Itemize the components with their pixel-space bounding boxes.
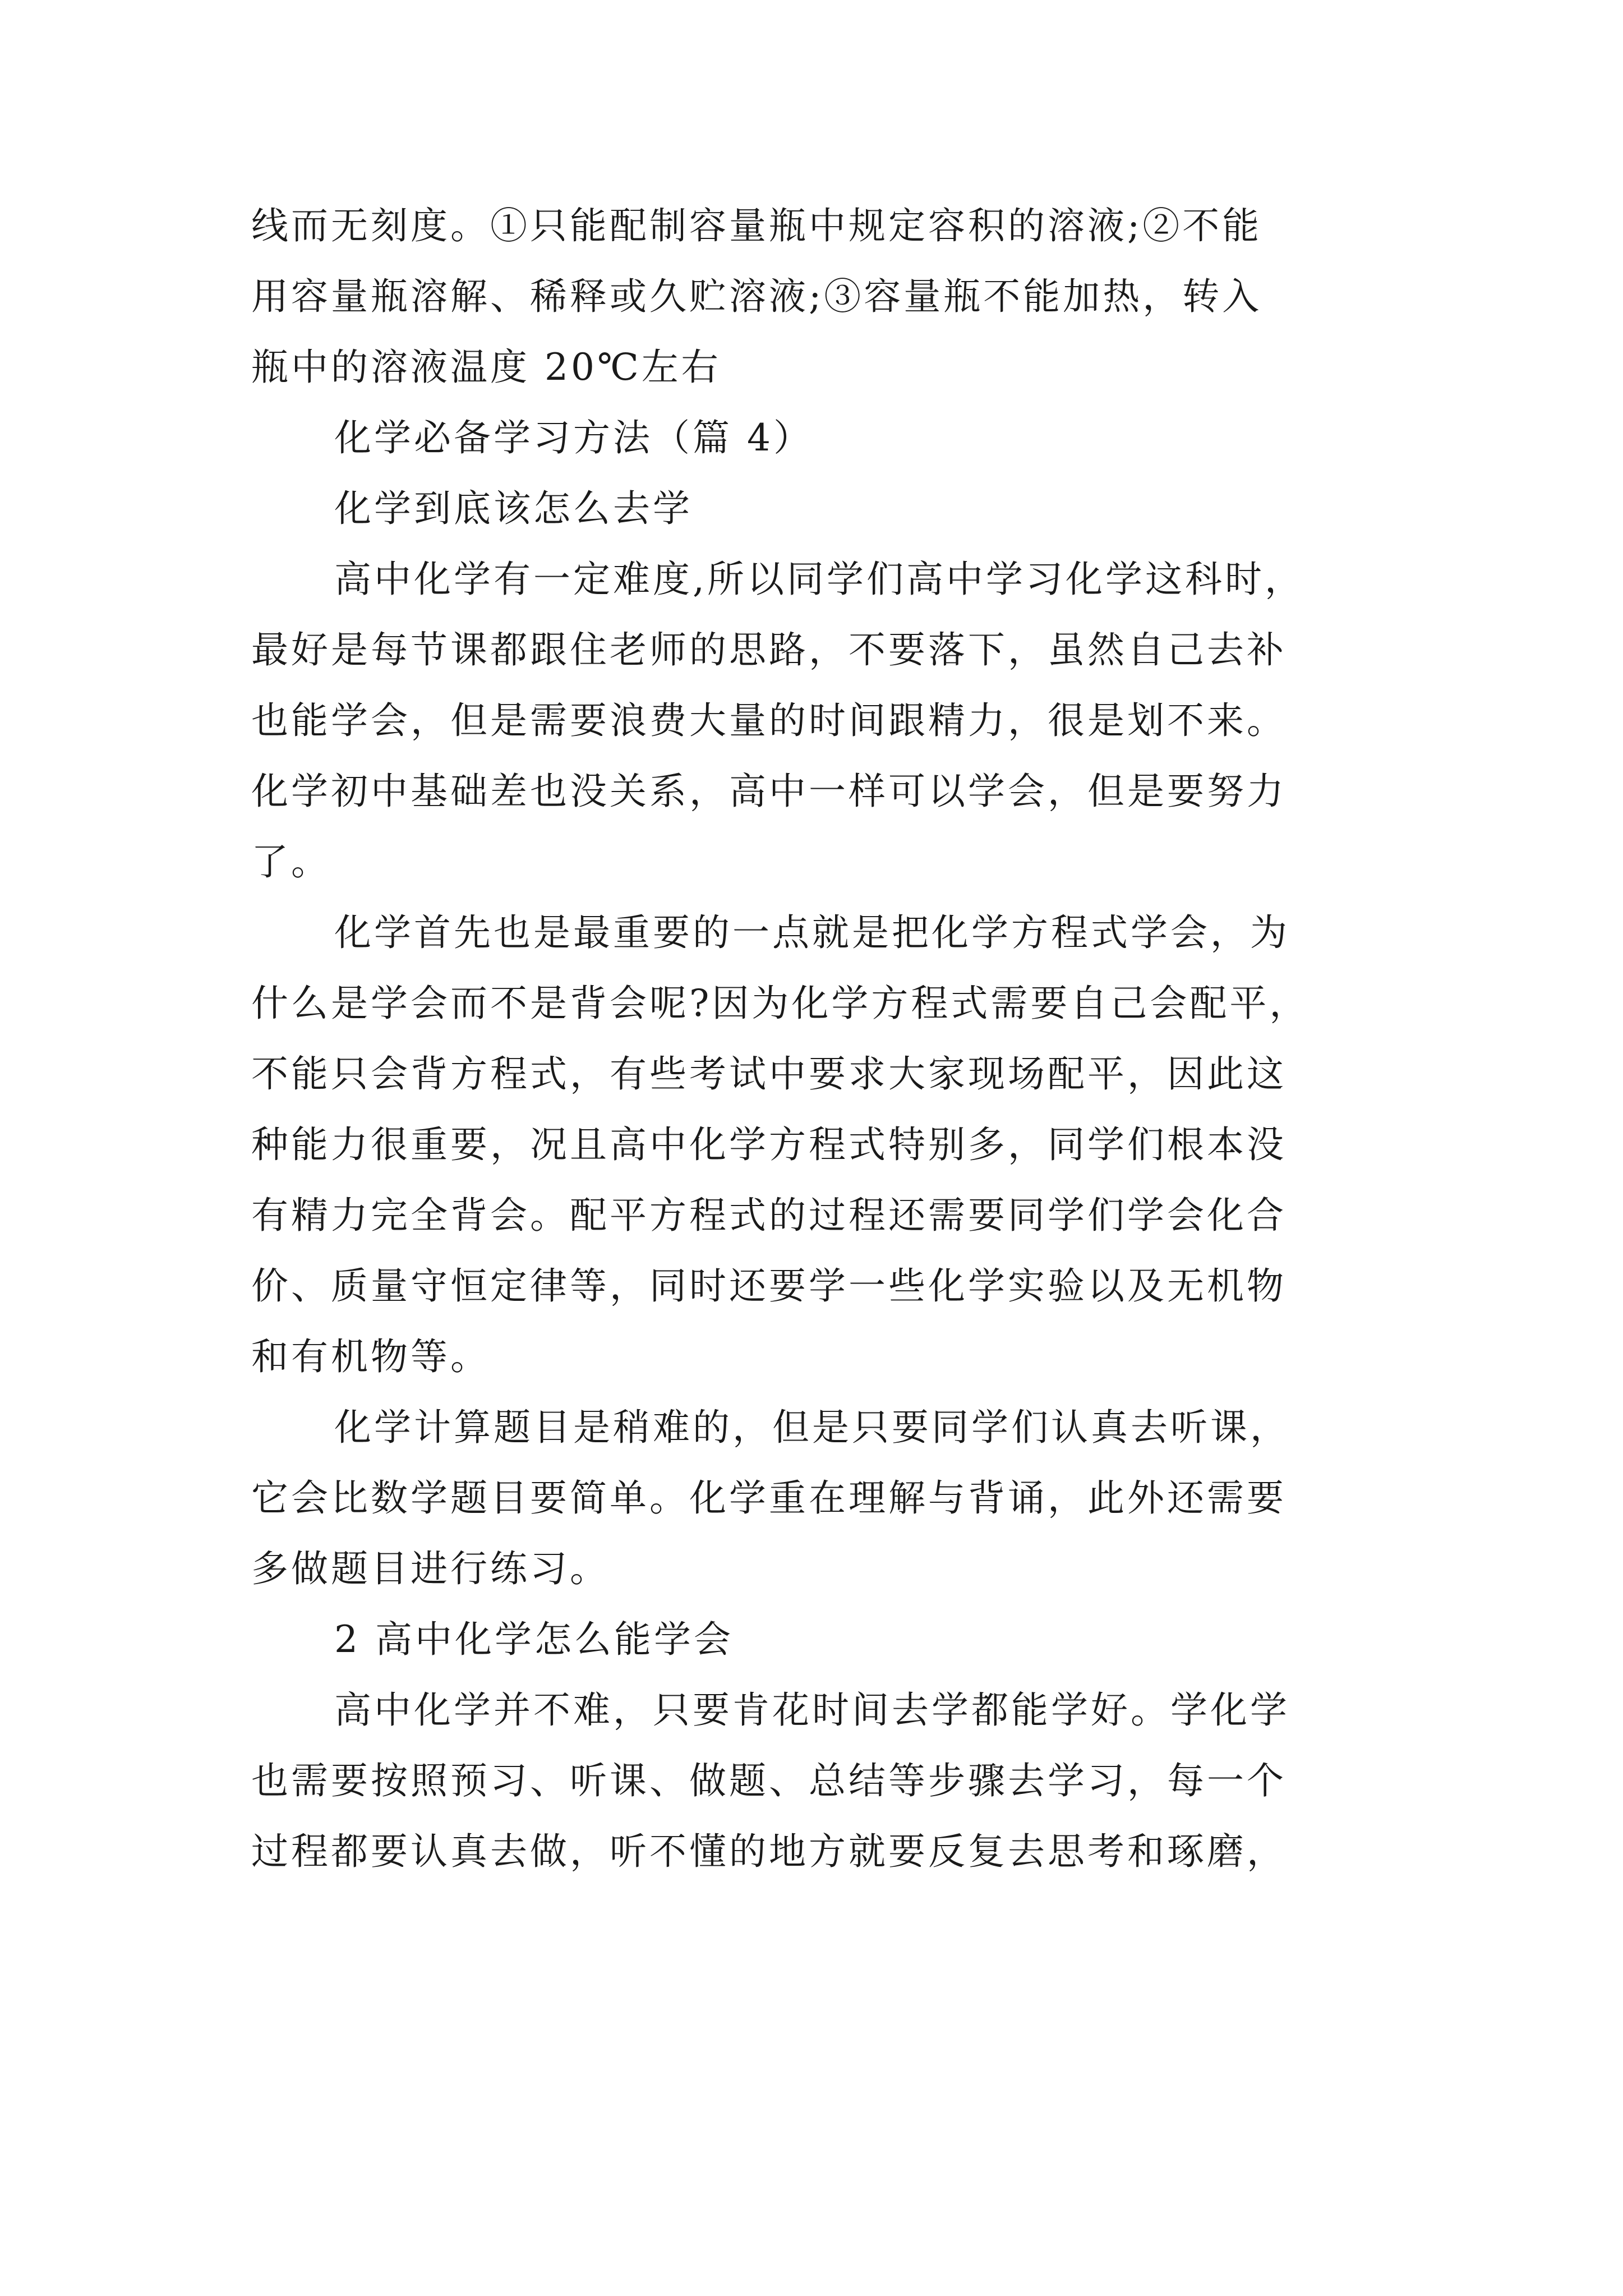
paragraph-continued: 线而无刻度。①只能配制容量瓶中规定容积的溶液;②不能 用容量瓶溶解、稀释或久贮溶液;③容量瓶不能加热，转入 瓶中的溶液温度 20℃左右 xyxy=(251,204,1262,389)
document-body xyxy=(251,191,1386,1887)
paragraph-calculation: 化学计算题目是稍难的，但是只要同学们认真去听课， 它会比数学题目要简单。化学重在理解与背诵，此外还需要 多做题目进行练习。 xyxy=(251,1406,1290,1590)
section-heading-article-4: 化学必备学习方法（篇 4） xyxy=(334,416,813,459)
paragraph-follow-teacher: 高中化学有一定难度,所以同学们高中学习化学这科时， 最好是每节课都跟住老师的思路，不要落下，虽然自己去补 也能学会，但是需要浪费大量的时间跟精力，很是划不来。 化学初中基础差也没关系，高中一样可以学会，但是要努力 了。 xyxy=(251,558,1304,884)
paragraph-chemical-equations: 化学首先也是最重要的一点就是把化学方程式学会，为 什么是学会而不是背会呢?因为化学方程式需要自己会配平， 不能只会背方程式，有些考试中要求大家现场配平，因此这 种能力很重要，况且高中化学方程式特别多，同学们根本没 有精力完全背会。配平方程式的过程还需要同学们学会化合 价、质量守恒定律等，同时还要学一些化学实验以及无机物 和有机物等。 xyxy=(251,911,1310,1378)
paragraph-study-steps: 高中化学并不难，只要肯花时间去学都能学好。学化学 也需要按照预习、听课、做题、总结等步骤去学习，每一个 过程都要认真去做，听不懂的地方就要反复去思考和琢磨， xyxy=(251,1688,1290,1873)
subheading-how-to-master: 2 高中化学怎么能学会 xyxy=(334,1618,734,1661)
subheading-how-to-learn: 化学到底该怎么去学 xyxy=(334,487,693,530)
